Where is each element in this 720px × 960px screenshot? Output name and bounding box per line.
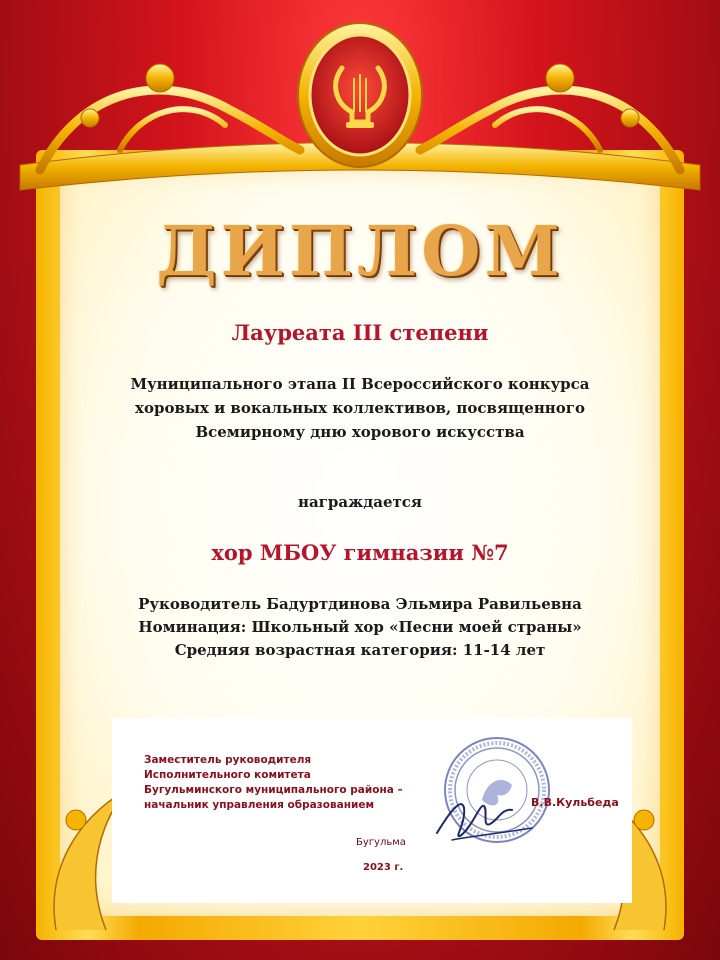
diploma-title: ДИПЛОМ: [156, 212, 564, 292]
recipient-name: хор МБОУ гимназии №7: [211, 540, 509, 565]
signer-position: [144, 753, 434, 813]
issue-city: Бугульма: [356, 837, 406, 848]
position-line: Заместитель руководителя: [144, 754, 312, 766]
detail-age-category: Средняя возрастная категория: 11-14 лет: [174, 641, 546, 659]
degree-heading: Лауреата III степени: [231, 320, 489, 345]
event-line: Муниципального этапа II Всероссийского конкурса: [130, 375, 590, 393]
lyre-icon: [330, 60, 390, 132]
event-description: [110, 372, 610, 444]
signer-name: В.В.Кульбеда: [531, 796, 619, 809]
issue-year: 2023 г.: [363, 862, 404, 873]
event-line: хоровых и вокальных коллективов, посвященного: [135, 399, 585, 417]
recipient-details: [100, 593, 620, 662]
handwritten-signature: [432, 778, 542, 848]
position-line: начальник управления образованием: [144, 799, 375, 811]
position-line: Исполнительного комитета: [144, 769, 311, 781]
event-line: Всемирному дню хорового искусства: [195, 423, 525, 441]
detail-nomination: Номинация: Школьный хор «Песни моей страны»: [138, 618, 582, 636]
detail-leader: Руководитель Бадуртдинова Эльмира Равильевна: [138, 595, 582, 613]
title-container: [0, 212, 720, 292]
position-line: Бугульминского муниципального района –: [144, 784, 403, 796]
awarded-label: награждается: [297, 493, 422, 511]
